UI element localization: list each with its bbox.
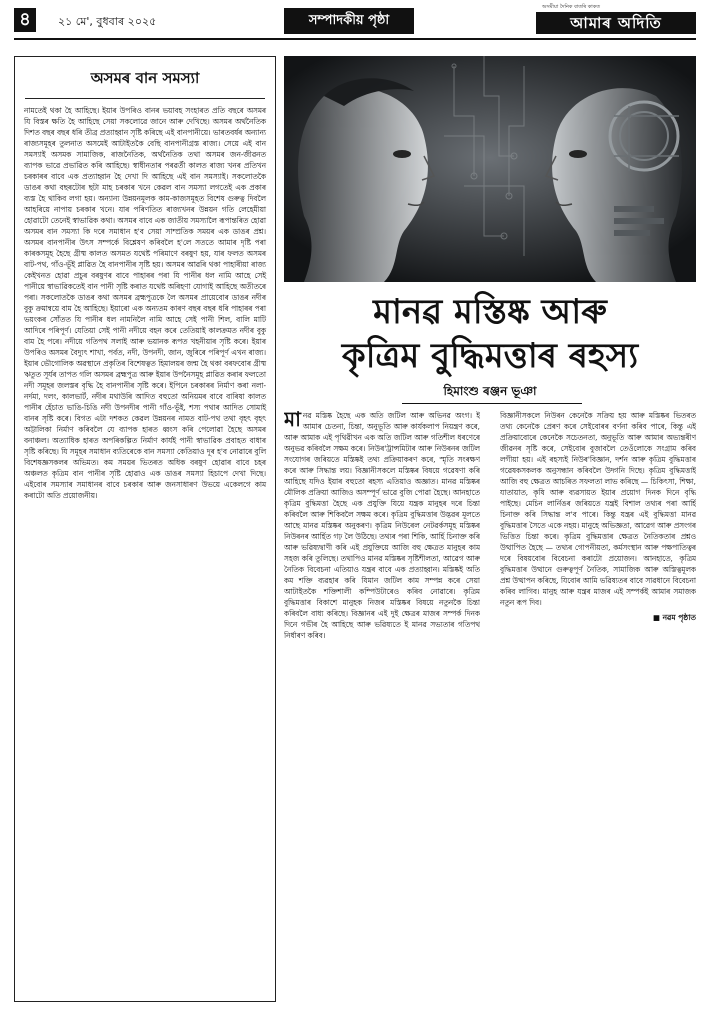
editorial-title: অসমৰ বান সমস্যা [25, 57, 265, 99]
section-label: সম্পাদকীয় পৃষ্ঠা [284, 8, 414, 34]
article-headline [284, 282, 696, 378]
ai-faces-illustration [284, 56, 696, 282]
byline-rule [402, 403, 582, 404]
masthead-logo: আমাৰ অদিতি [536, 12, 696, 34]
page-number: ৪ [14, 8, 36, 32]
article-column-2 [500, 410, 696, 1010]
page-header [0, 0, 708, 56]
editorial-body: নামতেই থকা হৈ আহিছে। ইয়াৰ উপৰিও বানৰ ভয়াবহ সংহাৰত প্ৰতি বছৰে অসমৰ যি বিস্তৰ ক্ষতি হৈ আহিছে সেয়া সকলোৱে জানে আৰু দেখিছে। অসমৰ অৰ্থনৈতিক দিশত বছৰ বছৰ ধৰি তীব্ৰ প্ৰত্যাহ্বান সৃষ্টি কৰিছে এই বানপানীয়ে। ভাৰতবৰ্ষৰ অন্যান্য ৰাজ্যসমূহৰ তুলনাত অসমেই আটাইতকৈ বেছি বানপানীগ্ৰস্ত ৰাজ্য। সেয়ে এই বান সমস্যাই অসমক সামাজিক, ৰাজনৈতিক, অৰ্থনৈতিক তথা অসমৰ জন-জীৱনত ব্যাপক ভাৱে প্ৰভাৱিত কৰি আহিছে। স্বাধীনতাৰ পৰৱৰ্তী কালত ৰাজ্য খনৰ প্ৰতিখন চৰকাৰৰ বাবে এক প্ৰত্যাহ্বান হৈ দেখা দি আহিছে এই বান সমস্যাই। সকলোতকৈ ডাঙৰ কথা বছৰটোৰ ছটা মাহ চৰকাৰ খনে কেৱল বান সমস্যা লগতেই এক প্ৰকাৰ ব্যস্ত হৈ থাকিব লগা হয়। অন্যান্য উন্নয়নমূলক কাম-কাজসমূহত বিশেষ গুৰুত্ব দিবলৈ আহৰিয়ে নাপায় চৰকাৰ খনে। যাৰ পৰিণতিত ৰাজ্যখনৰ উন্নয়ন গতি লেহেমীয়া হোৱাটো তেনেই স্বাভাৱিক কথা। অসমৰ বাবে এক জাতীয় সমস্যালৈ ৰূপান্তৰিত হোৱা অসমৰ বান সমস্যা কি দৰে সমাধান হ'ব সেয়া সাম্প্ৰতিক সময়ৰ এক ডাঙৰ প্ৰশ্ন। অসমৰ বানপানীৰ উৎস সম্পৰ্কে বিশ্লেষণ কৰিবলৈ হ'লে সততে আমাৰ দৃষ্টি পৰা কাৰকসমূহ হৈছে গ্ৰীষ্ম কালত অসমত যথেষ্ট পৰিমাণে বৰষুণ হয়, যাৰ ফলত অসমৰ বাট-পথ, গাঁও-ভূঁই প্লাৱিত হৈ বানপানীৰ সৃষ্টি হয়। অসমৰ আৱৰি থকা পাহাৰীয়া ৰাজ্য কেইখনত হোৱা প্ৰচুৰ বৰষুণৰ বাবে পাহাৰৰ পৰা যি পানীৰ ধল নামি আহে সেই পানীয়ে স্বাভাৱিকতেই বান পানী সৃষ্টি কৰাত যথেষ্ট অৰিহণা যোগাই আহিছে অতীতৰে পৰা। সকলোতকৈ ডাঙৰ কথা অসমৰ ব্ৰহ্মপুত্ৰকে লৈ অসমৰ প্ৰায়েবোৰ ডাঙৰ নদীৰ বুকু ক্ৰমান্বয়ে বাম হৈ আহিছে। ইয়াৰো এক অন্যতম কাৰণ বছৰ বছৰ ধৰি পাহাৰৰ পৰা ভয়ংকৰ সোঁতত যি পানীৰ ধল নামনিলৈ নামি আহে সেই পানী শিল, বালি মাটি আদিৰে পৰিপূৰ্ণ। যেতিয়া সেই পানী নদীয়ে বহন কৰে তেতিয়াই কালক্ৰমত নদীৰ বুকু বাম হৈ পৰে। নদীয়ে গতিপথ সলাই আৰু ভয়ানক ৰূপত খহনীয়াৰ সৃষ্টি কৰে। ইয়াৰ উপৰিও অসমৰ বৈদ্যুৎ শাখা, পৰ্বত, নদী, উপনদী, জান, জুৰিৰে পৰিপূৰ্ণ এখন ৰাজ্য। ইয়াৰ ভৌগোলিক অৱস্থানে প্ৰকৃতিৰ বিশেষত্বত হিমালয়ৰ জন্ম হৈ থকা বৰফবোৰ গ্ৰীষ্ম ঋতুত সূৰ্যৰ তাপত গলি অসমৰ ব্ৰহ্মপুত্ৰ আৰু ইয়াৰ উপনৈসমূহ প্লাৱিত কৰাৰ ফলতো নদী সমূহৰ জলস্তৰ বৃদ্ধি হৈ বানপানীৰ সৃষ্টি কৰে। ইপিনে চৰকাৰৰ নিৰ্মাণ কৰা নলা-নৰ্দমা, দলং, কালভাৰ্ট, নদীৰ মথাউৰি আদিত বহুতো অনিয়মৰ বাবে বাৰিষা কালত পানীৰ হেঁচাত ভাঙি-চিঙি নদী উপনদীৰ পানী গাঁও-ভূঁই, শস্য পথাৰ আদিত সোমাই বানৰ সৃষ্টি কৰে। বিগত এটা দশকত কেৱল উন্নয়নৰ নামত বাট-পথ তথা বৃহৎ বৃহৎ অট্টালিকা নিৰ্মাণ কৰিবলৈ যে ব্যাপক হাৰত ধ্বংস কৰি পেলোৱা হৈছে অসমৰ বনাঞ্চল। অত্যাধিক হাৰত অপৰিকল্পিত নিৰ্মাণ কাৰ্যই পানী স্বাভাৱিক প্ৰবাহত বাধাৰ সৃষ্টি কৰিছে। যি সমূহৰ সমাধান ব্যতিৰেকে বান সমস্যা কেতিয়াও দূৰ হ'ব নোৱাৰে বুলি বিশেষজ্ঞসকলৰ অভিমত। কম সময়ৰ ভিতৰত অধিক বৰষুণ হোৱাৰ বাবে চহৰ অঞ্চলত কৃত্ৰিম বান পানীৰ সৃষ্টি হোৱাও এক ডাঙৰ সমস্যা হিচাপে দেখা দিছে। এইবোৰ সমস্যাৰ সমাধানৰ বাবে চৰকাৰ আৰু জনসাধাৰণ উভয়ে একেলগে কাম কৰাটো অতি প্ৰয়োজনীয়। [24, 106, 267, 500]
hero-image [284, 56, 696, 282]
continued-note: ■ নৱম পৃষ্ঠাত [652, 613, 696, 622]
editorial-box [14, 56, 276, 1002]
issue-date: ২১ মে', বুধবাৰ ২০২৫ [58, 15, 157, 28]
article-column-1 [284, 410, 480, 1010]
headline-line-1: মানৱ মস্তিষ্ক আৰু [373, 292, 607, 332]
article-text-2: বিজ্ঞানীসকলে নিউৰন কেনেকৈ সক্ৰিয় হয় আৰু মস্তিষ্কৰ ভিতৰত তথ্য কেনেকৈ প্ৰেৰণ কৰে সেইবোৰৰ বৰ্ণনা কৰিব পাৰে, কিন্তু এই প্ৰক্ৰিয়াবোৰে কেনেকৈ সচেতনতা, অনুভূতি আৰু আমাৰ অভ্যন্তৰীণ জীৱনৰ সৃষ্টি কৰে, সেইবোৰ বুজাবলৈ তেওঁলোকে সংগ্ৰাম কৰিব লগীয়া হয়। এই ৰহস্যই নিউৰ'বিজ্ঞান, দৰ্শন আৰু কৃত্ৰিম বুদ্ধিমত্তাৰ গৱেষকসকলক অনুসন্ধান কৰিবলৈ উদ্গনি দিছে। কৃত্ৰিম বুদ্ধিমত্তাই আজি বহু ক্ষেত্ৰত আচৰিত সফলতা লাভ কৰিছে — চিকিৎসা, শিক্ষা, যাতায়াত, কৃষি আৰু ব্যৱসায়ত ইয়াৰ প্ৰয়োগ দিনক দিনে বৃদ্ধি পাইছে। মেচিন লাৰ্নিঙৰ জৰিয়তে যন্ত্ৰই বিশাল তথ্যৰ পৰা আৰ্হি চিনাক্ত কৰি সিদ্ধান্ত ল'ব পাৰে। কিন্তু যন্ত্ৰৰ এই বুদ্ধিমত্তা মানৱ বুদ্ধিমত্তাৰ সৈতে একে নহয়। মানুহে অভিজ্ঞতা, আৱেগ আৰু প্ৰসংগৰ ভিত্তিত চিন্তা কৰে। কৃত্ৰিম বুদ্ধিমত্তাৰ ক্ষেত্ৰত নৈতিকতাৰ প্ৰশ্নও উত্থাপিত হৈছে — তথ্যৰ গোপনীয়তা, কৰ্মসংস্থান আৰু পক্ষপাতিত্বৰ দৰে বিষয়বোৰ বিবেচনা কৰাটো প্ৰয়োজন। আনহাতে, কৃত্ৰিম বুদ্ধিমত্তাৰ উত্থানে গুৰুত্বপূৰ্ণ নৈতিক, সামাজিক আৰু অস্তিত্বমূলক প্ৰশ্ন উত্থাপন কৰিছে, যিবোৰ আমি ভৱিষ্যতৰ বাবে সাৱধানে বিবেচনা কৰিব লাগিব। মানুহ আৰু যন্ত্ৰৰ মাজৰ এই সম্পৰ্কই আমাৰ সমাজক নতুন ৰূপ দিব। [500, 411, 696, 607]
masthead-tagline: অসমীয়া দৈনিক বাতৰি কাকত [542, 4, 600, 10]
headline-line-2: কৃত্ৰিম বুদ্ধিমত্তাৰ ৰহস্য [341, 336, 639, 376]
article-text-1: নৱ মস্তিষ্ক হৈছে এক অতি জটিল আৰু অভিনৱ অংগ। ই আমাৰ চেতনা, চিন্তা, অনুভূতি আৰু কাৰ্যকলাপ নিয়ন্ত্ৰণ কৰে, আৰু আমাক এই পৃথিৱীখন এক অতি জটিল আৰু গতিশীল ধৰণেৰে অনুভৱ কৰিবলৈ সক্ষম কৰে। নিউৰ'ট্ৰান্সমিটাৰ আৰু নিউৰনৰ জটিল সংযোগৰ জৰিয়তে মস্তিষ্কই তথ্য প্ৰক্ৰিয়াকৰণ কৰে, স্মৃতি সংৰক্ষণ কৰে আৰু সিদ্ধান্ত লয়। বিজ্ঞানীসকলে মস্তিষ্কৰ বিষয়ে গৱেষণা কৰি আহিছে যদিও ইয়াৰ বহুতো ৰহস্য এতিয়াও অজ্ঞাত। মানৱ মস্তিষ্কৰ মৌলিক প্ৰক্ৰিয়া আজিও অসম্পূৰ্ণ ভাৱে বুজি পোৱা হৈছে। আনহাতে কৃত্ৰিম বুদ্ধিমত্তা হৈছে এক প্ৰযুক্তি যিয়ে যন্ত্ৰক মানুহৰ দৰে চিন্তা কৰিবলৈ আৰু শিকিবলৈ সক্ষম কৰে। কৃত্ৰিম বুদ্ধিমত্তাৰ উদ্ভৱৰ মূলতে আছে মানৱ মস্তিষ্কৰ অনুকৰণ। কৃত্ৰিম নিউৰেল নেটৱৰ্কসমূহ মস্তিষ্কৰ নিউৰনৰ আৰ্হিত গঢ় লৈ উঠিছে। তথ্যৰ পৰা শিকি, আৰ্হি চিনাক্ত কৰি আৰু ভৱিষ্যদ্বাণী কৰি এই প্ৰযুক্তিয়ে আজি বহু ক্ষেত্ৰত মানুহৰ কাম সহজ কৰি তুলিছে। তথাপিও মানৱ মস্তিষ্কৰ সৃষ্টিশীলতা, আৱেগ আৰু নৈতিক বিবেচনা এতিয়াও যন্ত্ৰৰ বাবে এক প্ৰত্যাহ্বান। মস্তিষ্কই অতি কম শক্তি ব্যৱহাৰ কৰি যিমান জটিল কাম সম্পন্ন কৰে সেয়া আটাইতকৈ শক্তিশালী কম্পিউটাৰেও কৰিব নোৱাৰে। কৃত্ৰিম বুদ্ধিমত্তাৰ বিকাশে মানুহক নিজৰ মস্তিষ্কৰ বিষয়ে নতুনকৈ চিন্তা কৰিবলৈ বাধ্য কৰিছে। বিজ্ঞানৰ এই দুই ক্ষেত্ৰৰ মাজৰ সম্পৰ্ক দিনক দিনে গভীৰ হৈ আহিছে আৰু ভৱিষ্যতে ই মানৱ সভ্যতাৰ গতিপথ নিৰ্ধাৰণ কৰিব। [284, 411, 480, 640]
drop-cap: মা [284, 410, 301, 431]
header-rule [14, 38, 696, 40]
author-byline: হিমাংশু ৰঞ্জন ভূঞা [443, 384, 537, 398]
